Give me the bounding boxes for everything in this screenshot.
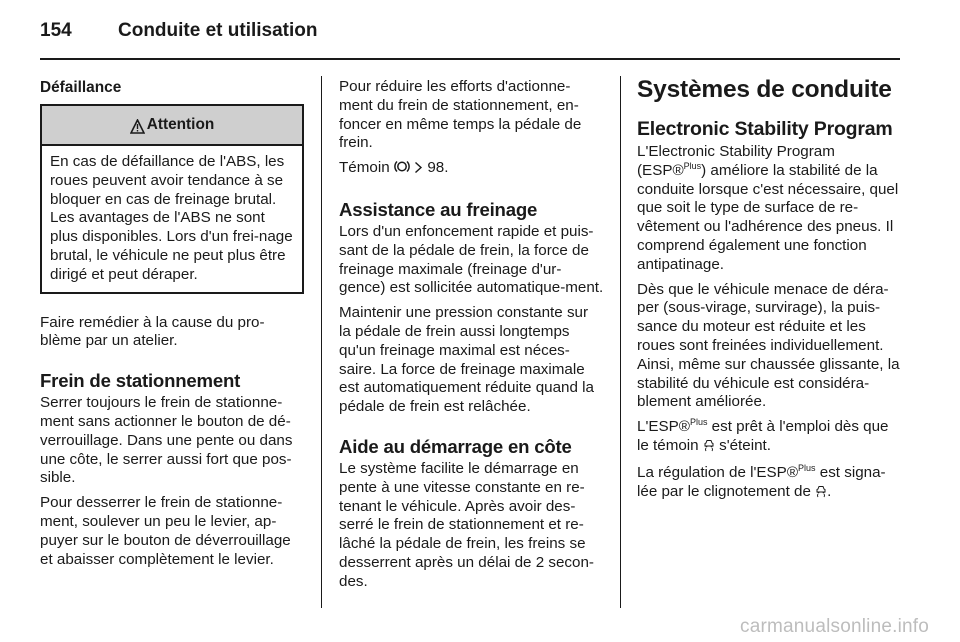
- superscript-plus: Plus: [683, 160, 702, 171]
- text-span: est prêt à l'emploi dès que le témoin: [637, 418, 889, 454]
- paragraph: Le système facilite le démarrage en pente à une vitesse constante en re-tenant le véhicule. Après avoir des-serré le frein de stationnement et re-lâché la pédale de frein, les freins se desserrent après un délai de 2 secon-des.: [339, 459, 594, 590]
- section-title-assistance-freinage: Assistance au freinage: [339, 198, 538, 220]
- watermark: carmanualsonline.info: [740, 616, 930, 637]
- warning-title: Attention: [146, 115, 215, 133]
- page-number: 154: [40, 20, 72, 41]
- paragraph: [637, 418, 903, 458]
- paragraph: Lors d'un enfoncement rapide et puis-sant de la pédale de frein, la force de freinage maximale (freinage d'ur-gence) est sollicitée automatique-ment.: [339, 222, 604, 297]
- column-3: [637, 78, 903, 509]
- text-span: .: [827, 482, 832, 500]
- paragraph: Faire remédier à la cause du pro-blème par un atelier.: [40, 313, 265, 350]
- superscript-plus: Plus: [798, 462, 816, 473]
- esp-car-skid-icon: [815, 484, 827, 504]
- page-title: Conduite et utilisation: [118, 20, 318, 41]
- paragraph: Maintenir une pression constante sur la pédale de frein aussi longtemps qu'un freinage maximal est néces-saire. La force de freinage maximale est automatiquement réduite quand la pédale de frein est relâchée.: [339, 304, 594, 416]
- warning-header: [42, 106, 302, 146]
- paragraph: [637, 143, 903, 275]
- esp-car-skid-icon: [703, 438, 715, 458]
- superscript-plus: Plus: [689, 417, 708, 428]
- section-title-aide-demarrage: Aide au démarrage en côte: [339, 435, 572, 457]
- text-span: L'Electronic Stability Program (ESP®: [637, 143, 835, 179]
- page-reference-arrow-icon: [414, 161, 423, 180]
- temoin-reference: [339, 159, 604, 180]
- text-span: est signa-lée par le clignotement de: [637, 463, 886, 500]
- warning-triangle-icon: [130, 119, 145, 134]
- warning-box: [40, 104, 304, 294]
- main-title-systemes-conduite: Systèmes de conduite: [637, 76, 892, 103]
- column-1: [40, 78, 304, 575]
- section-title-esp: Electronic Stability Program: [637, 118, 893, 140]
- text-span: ) améliore la stabilité de la conduite lorsque c'est nécessaire, quel que soit le type de surface de re-vêtement ou l'adhérence des pneus. Il comprend également une fonction antipatinage.: [637, 161, 899, 273]
- paragraph: [637, 464, 903, 504]
- paragraph: Serrer toujours le frein de stationne-ment sans actionner le bouton de dé-verrouillage. Dans une pente ou dans une côte, le serrer aussi fort que pos-sible.: [40, 394, 293, 487]
- page-header: [40, 18, 900, 60]
- text-span: s'éteint.: [719, 436, 771, 454]
- column-divider: [321, 76, 322, 608]
- text-span: La régulation de l'ESP®: [637, 463, 799, 481]
- text-span: L'ESP®: [637, 418, 690, 436]
- paragraph: Pour réduire les efforts d'actionne-ment du frein de stationnement, en-foncer en même temps la pédale de frein.: [339, 78, 582, 152]
- paragraph: Pour desserrer le frein de stationne-ment, soulever un peu le levier, ap-puyer sur le bouton de déverrouillage et abaisser complètement le levier.: [40, 494, 291, 568]
- column-2: [339, 78, 604, 598]
- temoin-page: 98.: [427, 159, 449, 177]
- heading-defaillance: Défaillance: [40, 79, 122, 96]
- brake-warning-icon: [394, 159, 410, 180]
- column-divider: [620, 76, 621, 608]
- paragraph: Dès que le véhicule menace de déra-per (sous-virage, survirage), la puis-sance du moteur est réduite et les roues sont freinées individuellement. Ainsi, même sur chaussée glissante, la stabilité du véhicule est considéra-blement améliorée.: [637, 280, 900, 411]
- warning-text: En cas de défaillance de l'ABS, les roues peuvent avoir tendance à se bloquer en cas de freinage brutal. Les avantages de l'ABS ne sont plus disponibles. Lors d'un frei-nage brutal, le véhicule ne peut plus être dirigé et peut déraper.: [50, 153, 293, 283]
- section-title-frein-stationnement: Frein de stationnement: [40, 370, 241, 392]
- temoin-label: Témoin: [339, 159, 390, 177]
